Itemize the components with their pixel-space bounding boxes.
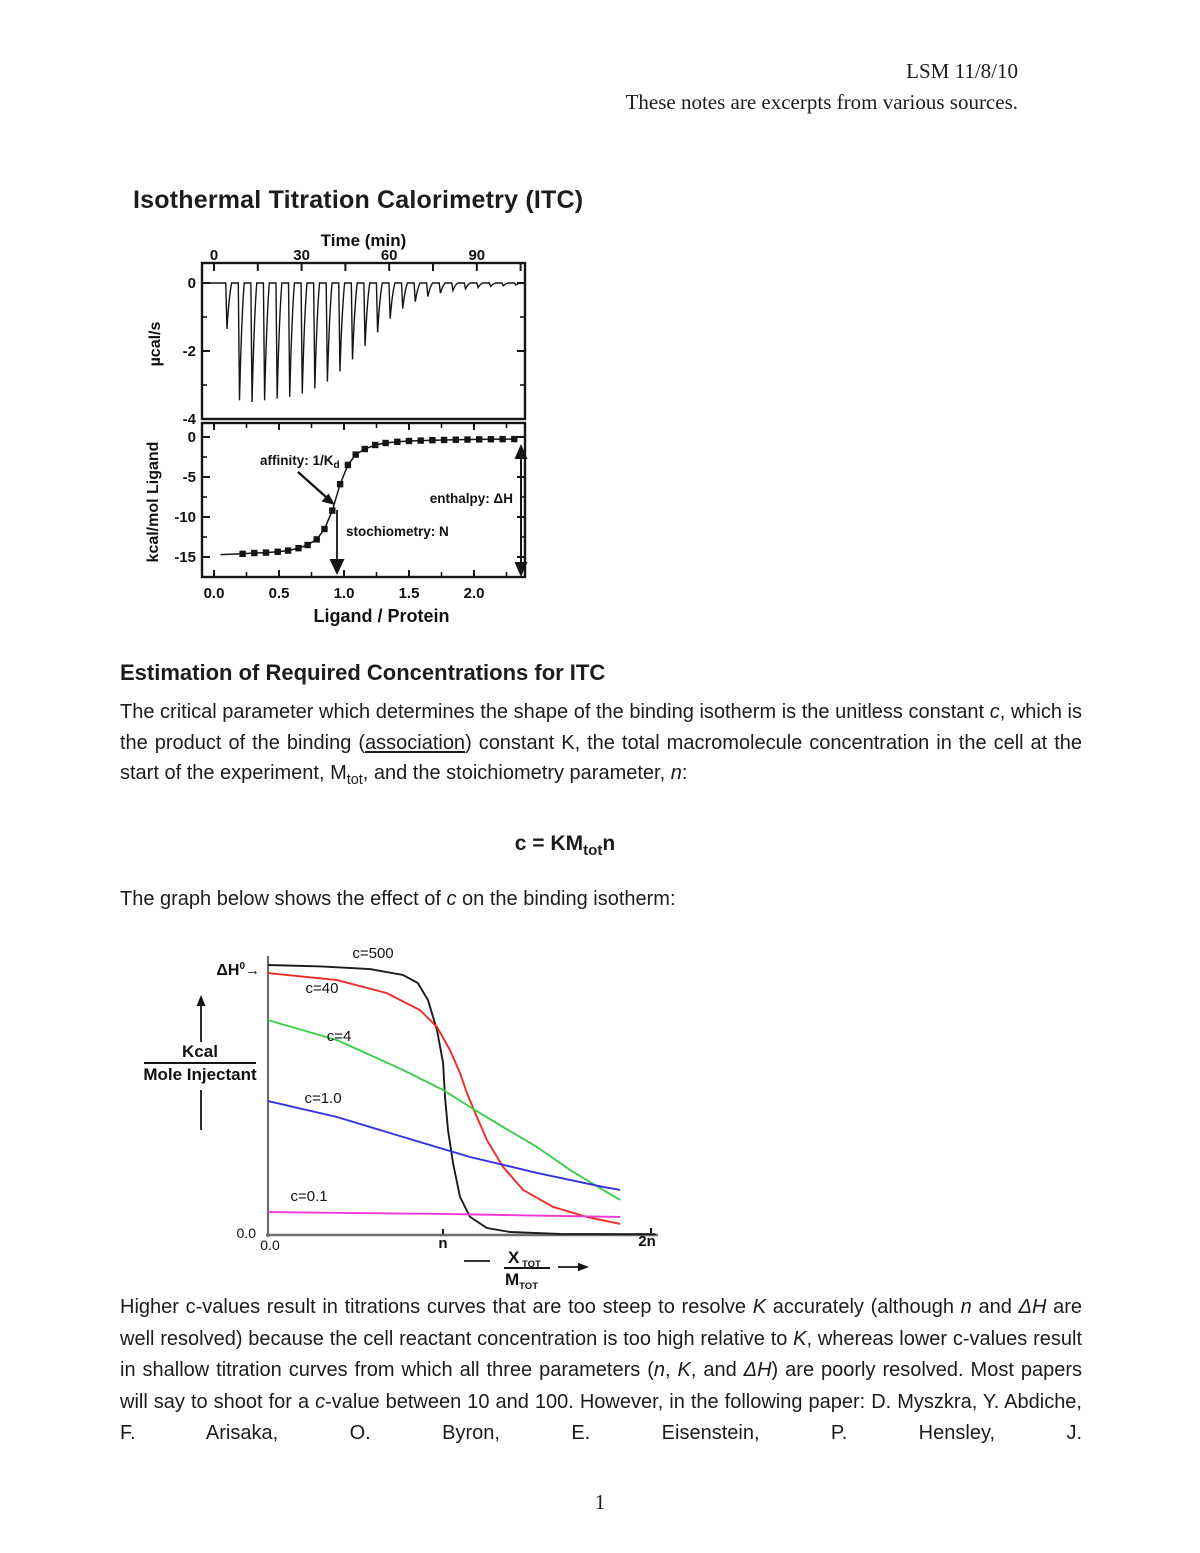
fig1-ucal-tick-label: -4 bbox=[182, 411, 196, 428]
fig1-isotherm-point bbox=[406, 438, 412, 444]
fig1-ratio-tick-label: 1.0 bbox=[333, 585, 355, 602]
fig1-time-axis-label: Time (min) bbox=[320, 231, 407, 250]
fig1-kcal-tick-label: -15 bbox=[174, 549, 196, 566]
fig1-ratio-tick-label: 1.5 bbox=[398, 585, 420, 602]
fig1-time-tick-label: 0 bbox=[209, 247, 219, 264]
fig2-curve-label-c500: c=500 bbox=[352, 945, 394, 962]
fig2-ylabel-numerator: Kcal bbox=[182, 1042, 218, 1061]
fig1-injection-spikes bbox=[206, 283, 522, 402]
fig1-isotherm-point bbox=[511, 436, 517, 442]
fig1-isotherm-point bbox=[372, 442, 378, 448]
doc-header-note: These notes are excerpts from various sources. bbox=[625, 90, 1018, 114]
fig1-isotherm-point bbox=[337, 481, 343, 487]
fig2-curve-c10 bbox=[268, 1101, 620, 1190]
fig2-curve-label-c40: c=40 bbox=[305, 980, 339, 997]
fig2-ylabel-denominator: Mole Injectant bbox=[143, 1065, 257, 1084]
fig1-time-tick-label: 60 bbox=[380, 247, 398, 264]
fig1-isotherm-point bbox=[321, 526, 327, 532]
fig1-isotherm-point bbox=[464, 436, 470, 442]
page-number: 1 bbox=[594, 1490, 606, 1514]
fig2-curve-c4 bbox=[268, 1020, 620, 1200]
equation-c-kmtot-n: $c = KM_{tot}n$ bbox=[514, 832, 616, 860]
fig2-curve-c01 bbox=[268, 1212, 620, 1217]
fig2-xlabel-right-arrowhead bbox=[578, 1263, 589, 1271]
fig1-isotherm-point bbox=[499, 436, 505, 442]
fig2-up-arrowhead bbox=[197, 995, 206, 1006]
fig1-kcal-tick-label: -5 bbox=[182, 469, 196, 486]
para-c-value-discussion: Higher c-values result in titrations curves that are too steep to resolve K accurately (although n and ΔH are well resolved) because the cell reactant concentration is too high relative to K, whereas lower c-values result in shallow titration curves from which all three parameters (n, K, and ΔH) are poorly resolved. Most papers will say to shoot for a c-value between 10 and 100. However, in the following paper: D. Myszkra, Y. Abdiche, F. Arisaka, O. Byron, E. Eisenstein, P. Hensley, J. bbox=[120, 1296, 1082, 1444]
fig1-isotherm-point bbox=[418, 437, 424, 443]
fig1-annotation-enthalpy: enthalpy: ΔH bbox=[429, 491, 513, 506]
fig1-isotherm-point bbox=[476, 436, 482, 442]
fig1-ucal-axis-label: µcal/s bbox=[147, 321, 164, 367]
fig1-isotherm-point bbox=[394, 439, 400, 445]
fig2-dh-level-label: $\Delta H^0\to$ bbox=[216, 961, 260, 979]
fig1-kcal-tick-label: -10 bbox=[174, 509, 196, 526]
fig2-xlabel-denominator: $M_{TOT}$ bbox=[505, 1270, 538, 1292]
fig2-x-tick-n: n bbox=[438, 1235, 448, 1252]
fig1-kcal-tick-label: 0 bbox=[187, 429, 196, 446]
fig1-isotherm-point bbox=[304, 542, 310, 548]
fig1-isotherm-point bbox=[453, 437, 459, 443]
fig1-isotherm-point bbox=[441, 437, 447, 443]
doc-header bbox=[418, 56, 1018, 118]
fig2-curve-label-c10: c=1.0 bbox=[304, 1090, 342, 1107]
fig2-x-tick-0: 0.0 bbox=[260, 1237, 280, 1253]
fig1-ucal-tick-label: -2 bbox=[182, 343, 196, 360]
fig2-curve-label-c4: c=4 bbox=[326, 1028, 352, 1045]
fig1-stoichiometry-arrowhead bbox=[330, 559, 345, 575]
fig1-isotherm-point bbox=[345, 462, 351, 468]
fig1-ucal-tick-label: 0 bbox=[187, 275, 196, 292]
fig1-isotherm-point bbox=[263, 549, 269, 555]
c-value-curves-figure bbox=[130, 930, 695, 1292]
fig1-isotherm-point bbox=[382, 440, 388, 446]
fig1-isotherm-point bbox=[362, 446, 368, 452]
fig1-ratio-tick-label: 0.5 bbox=[268, 585, 290, 602]
fig1-title: Isothermal Titration Calorimetry (ITC) bbox=[133, 186, 584, 214]
fig1-affinity-arrow bbox=[298, 472, 326, 497]
fig1-ratio-tick-label: 2.0 bbox=[463, 585, 485, 602]
fig1-isotherm-point bbox=[295, 545, 301, 551]
fig1-isotherm-point bbox=[329, 507, 335, 513]
fig2-x-tick-2n: 2n bbox=[638, 1233, 656, 1250]
fig1-time-tick-label: 90 bbox=[468, 247, 486, 264]
fig1-ratio-axis-label: Ligand / Protein bbox=[313, 606, 450, 626]
para-graph-intro: The graph below shows the effect of c on the binding isotherm: bbox=[120, 888, 676, 910]
fig1-isotherm-point bbox=[239, 551, 245, 557]
section-heading: Estimation of Required Concentrations for ITC bbox=[120, 660, 606, 685]
fig1-isotherm-point bbox=[275, 549, 281, 555]
fig1-isotherm-point bbox=[314, 536, 320, 542]
fig1-isotherm-point bbox=[429, 437, 435, 443]
fig1-isotherm-point bbox=[251, 550, 257, 556]
para-critical-parameter: The critical parameter which determines the shape of the binding isotherm is the unitless constant c, which is the product of the binding (association) constant K, the total macromolecule concentration in the cell at the start of the experiment, $M_{tot}$, and the stoichiometry parameter, n: bbox=[120, 701, 1082, 788]
itc-thermogram-figure bbox=[130, 222, 566, 642]
fig2-xlabel-numerator: X $_{TOT}$ bbox=[508, 1248, 541, 1270]
fig1-isotherm-point bbox=[488, 436, 494, 442]
fig1-isotherm-point bbox=[353, 451, 359, 457]
fig1-annotation-stoichiometry: stochiometry: N bbox=[346, 524, 449, 539]
fig2-curve-label-c01: c=0.1 bbox=[290, 1188, 328, 1205]
fig1-time-tick-label: 30 bbox=[293, 247, 310, 264]
fig2-origin-y-label: 0.0 bbox=[236, 1225, 256, 1241]
fig1-kcal-axis-label: kcal/mol Ligand bbox=[145, 441, 162, 563]
fig1-annotation-affinity: affinity: $1/K_d$ bbox=[260, 453, 340, 471]
fig1-ratio-tick-label: 0.0 bbox=[203, 585, 225, 602]
fig1-isotherm-point bbox=[285, 547, 291, 553]
doc-header-course-date: LSM 11/8/10 bbox=[906, 59, 1018, 83]
